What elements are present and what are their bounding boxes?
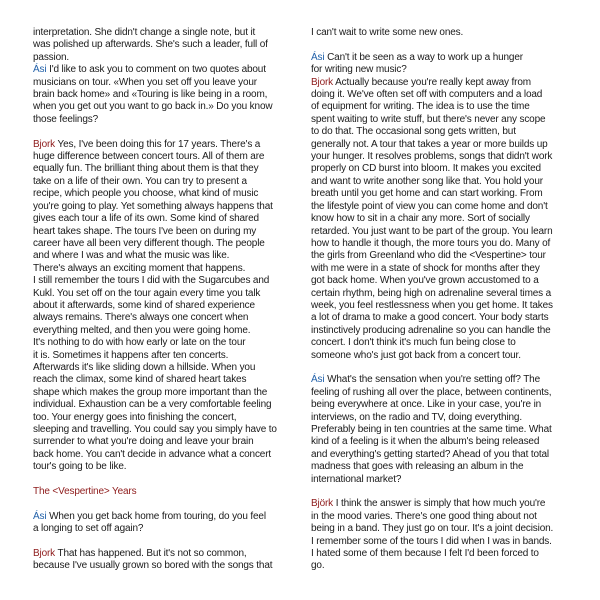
text-line xyxy=(33,52,295,64)
paragraph xyxy=(311,374,576,486)
line-text: always remains. There's always one concert when xyxy=(33,312,249,324)
text-line xyxy=(33,399,295,411)
line-text: of equipment for writing. The idea is to use the time xyxy=(311,101,530,113)
text-line xyxy=(311,474,576,486)
line-text: week, you feel restlessness when you get home. It takes xyxy=(311,299,553,311)
text-line xyxy=(33,201,295,213)
line-text: you're going to play. Yet something always happens that xyxy=(33,200,273,212)
text-line xyxy=(33,523,295,535)
line-text: heart takes shape. The tours I've been on during my xyxy=(33,225,257,237)
line-text: go. xyxy=(311,560,325,572)
line-text: doing it. We've often set off with computers and a load xyxy=(311,89,543,101)
blank-line xyxy=(33,474,295,486)
line-text: brain back home» and «Touring is like being in a room, xyxy=(33,89,268,101)
text-line xyxy=(311,548,576,560)
line-text: and want to write another song like that. You hold your xyxy=(311,175,543,187)
text-line xyxy=(311,188,576,200)
line-text: international market? xyxy=(311,473,402,485)
line-text: being everywhere at once. Like in your case, you're in xyxy=(311,399,542,411)
text-line xyxy=(311,77,576,89)
line-text: take on a life of their own. You can try to present a xyxy=(33,175,247,187)
text-line xyxy=(311,424,576,436)
line-text: a lot of drama to make a good concert. Your body starts xyxy=(311,312,549,324)
text-line xyxy=(33,560,295,572)
text-line xyxy=(311,139,576,151)
speaker-label: Bjork xyxy=(33,138,56,150)
text-line xyxy=(311,226,576,238)
text-line xyxy=(311,213,576,225)
paragraph xyxy=(311,27,576,39)
line-text: career have all been very different though. The people xyxy=(33,237,265,249)
line-text: retarded. You just want to be part of the group. You learn xyxy=(311,225,553,237)
text-line xyxy=(311,52,576,64)
line-text: being in a band. They just go on tour. It's a joint decision. xyxy=(311,523,554,535)
text-line xyxy=(33,312,295,324)
paragraph xyxy=(33,139,295,474)
text-line xyxy=(33,89,295,101)
line-text: spent waiting to write stuff, but there's never any scope xyxy=(311,113,546,125)
line-text: instinctively producing adrenaline so you can handle the xyxy=(311,324,551,336)
text-line xyxy=(311,350,576,362)
line-text: was polished up afterwards. She's such a leader, full of xyxy=(33,39,268,51)
line-text: Actually because you're really kept away from xyxy=(335,76,531,88)
line-text: your hunger. It resolves problems, songs that didn't work xyxy=(311,151,553,163)
line-text: I remember some of the tours I did when I was in bands. xyxy=(311,535,552,547)
line-text: I'd like to ask you to comment on two quotes about xyxy=(49,64,266,76)
line-text: a longing to set off again? xyxy=(33,523,144,535)
text-line xyxy=(33,325,295,337)
text-line xyxy=(33,188,295,200)
blank-line xyxy=(311,362,576,374)
text-line xyxy=(33,226,295,238)
text-line xyxy=(311,300,576,312)
text-line xyxy=(311,114,576,126)
line-text: to do that. The occasional song gets written, but xyxy=(311,126,516,138)
text-line xyxy=(311,436,576,448)
text-line xyxy=(33,288,295,300)
text-line xyxy=(33,64,295,76)
text-line xyxy=(311,523,576,535)
text-line xyxy=(33,213,295,225)
line-text: gives each tour a life of its own. Some kind of shared xyxy=(33,213,259,225)
text-line xyxy=(311,101,576,113)
text-line xyxy=(311,560,576,572)
blank-line xyxy=(33,126,295,138)
text-line xyxy=(33,412,295,424)
text-line xyxy=(33,436,295,448)
speaker-label: Ási xyxy=(311,374,325,386)
text-line xyxy=(33,350,295,362)
text-line xyxy=(33,27,295,39)
line-text: I think the answer is simply that how much you're xyxy=(335,498,546,510)
text-line xyxy=(33,176,295,188)
speaker-label: Björk xyxy=(311,498,334,510)
speaker-label: Ási xyxy=(311,51,325,63)
text-line xyxy=(311,263,576,275)
line-text: tour's going to be like. xyxy=(33,461,127,473)
line-text: passion. xyxy=(33,51,70,63)
text-line xyxy=(311,387,576,399)
text-line xyxy=(33,300,295,312)
line-text: That has happened. But it's not so common, xyxy=(57,548,247,560)
line-text: it is. Sometimes it happens after ten concerts. xyxy=(33,349,229,361)
line-text: everything melted, and then you were going home. xyxy=(33,324,251,336)
text-line xyxy=(33,337,295,349)
line-text: sleeping and travelling. You could say you simply have to xyxy=(33,424,277,435)
text-line xyxy=(33,511,295,523)
text-line xyxy=(311,461,576,473)
text-line xyxy=(33,139,295,151)
paragraph xyxy=(311,52,576,77)
line-text: madness that goes with releasing an album in the xyxy=(311,461,524,473)
blank-line xyxy=(311,486,576,498)
line-text: huge difference between concert tours. All of them are xyxy=(33,151,265,163)
text-line xyxy=(311,250,576,262)
text-line xyxy=(311,64,576,76)
section-heading: The <Vespertine> Years xyxy=(33,486,137,498)
text-line xyxy=(311,238,576,250)
line-text: I can't wait to write some new ones. xyxy=(311,27,464,38)
line-text: equally fun. The brilliant thing about them is that they xyxy=(33,163,259,175)
paragraph xyxy=(33,548,295,573)
text-line xyxy=(311,449,576,461)
line-text: breath until you get home and can start working. From xyxy=(311,188,543,200)
text-line xyxy=(311,511,576,523)
left-column xyxy=(33,27,295,573)
line-text: generally not. A tour that takes a year or more builds up xyxy=(311,138,548,150)
line-text: the lifestyle point of view you can come home and don't xyxy=(311,200,548,212)
line-text: shape which makes the group more important than the xyxy=(33,386,268,398)
text-line xyxy=(311,89,576,101)
line-text: There's always an exciting moment that happens. xyxy=(33,262,246,274)
text-line xyxy=(311,27,576,39)
text-line xyxy=(311,325,576,337)
text-line xyxy=(33,101,295,113)
text-line xyxy=(311,412,576,424)
text-line xyxy=(33,424,295,436)
line-text: reach the climax, some kind of shared heart takes xyxy=(33,374,247,386)
line-text: musicians on tour. «When you set off you leave your xyxy=(33,76,257,88)
paragraph xyxy=(311,77,576,362)
line-text: Preferably being in ten countries at the same time. What xyxy=(311,424,552,435)
text-line xyxy=(33,263,295,275)
line-text: concert. I don't think it's much fun being close to xyxy=(311,337,516,349)
speaker-label: Bjork xyxy=(311,76,334,88)
line-text: back home. You can't decide in advance what a concert xyxy=(33,448,272,460)
text-line xyxy=(311,399,576,411)
line-text: Yes, I've been doing this for 17 years. There's a xyxy=(57,138,261,150)
text-line xyxy=(33,362,295,374)
text-line xyxy=(33,449,295,461)
text-line xyxy=(33,275,295,287)
text-line xyxy=(311,126,576,138)
blank-line xyxy=(33,536,295,548)
text-line xyxy=(311,312,576,324)
text-line xyxy=(311,337,576,349)
line-text: how to handle it though, the more tours you do. Many of xyxy=(311,237,551,249)
line-text: and everything's getting started? Ahead of you that total xyxy=(311,448,549,460)
text-line xyxy=(33,151,295,163)
line-text: in the mood varies. There's one good thing about not xyxy=(311,510,537,522)
blank-line xyxy=(311,39,576,51)
text-line xyxy=(33,250,295,262)
text-line xyxy=(311,275,576,287)
line-text: feeling of rushing all over the place, between continents, xyxy=(311,386,552,398)
text-line xyxy=(33,548,295,560)
line-text: What's the sensation when you're setting off? The xyxy=(327,374,540,386)
text-line xyxy=(33,77,295,89)
line-text: and where I was and what the music was like. xyxy=(33,250,230,262)
line-text: Can't it be seen as a way to work up a hunger xyxy=(327,51,523,63)
line-text: kind of a feeling is it when the album's being released xyxy=(311,436,540,448)
text-line xyxy=(33,387,295,399)
speaker-label: Ási xyxy=(33,64,47,76)
text-line xyxy=(311,201,576,213)
line-text: properly on CD burst into bloom. It makes you excited xyxy=(311,163,541,175)
line-text: It's nothing to do with how early or late on the tour xyxy=(33,337,246,349)
text-line xyxy=(311,536,576,548)
text-line xyxy=(33,39,295,51)
blank-line xyxy=(33,498,295,510)
line-text: interviews, on the radio and TV, doing everything. xyxy=(311,411,522,423)
line-text: because I've usually grown so bored with the songs that xyxy=(33,560,273,572)
line-text: recipe, which people you choose, what kind of music xyxy=(33,188,259,200)
line-text: Kukl. You set off on the tour again every time you talk xyxy=(33,287,261,299)
line-text: interpretation. She didn't change a single note, but it xyxy=(33,27,256,38)
text-line xyxy=(33,374,295,386)
text-line xyxy=(311,151,576,163)
speaker-label: Ási xyxy=(33,510,47,522)
paragraph xyxy=(311,498,576,572)
line-text: with me were in a state of shock for months after they xyxy=(311,262,540,274)
paragraph xyxy=(33,64,295,126)
text-line xyxy=(33,238,295,250)
line-text: for writing new music? xyxy=(311,64,407,76)
line-text: Afterwards it's like sliding down a hillside. When you xyxy=(33,361,256,373)
line-text: when you get out you want to go back in.» Do you know xyxy=(33,101,273,113)
text-line xyxy=(33,114,295,126)
line-text: about it afterwards, some kind of shared experience xyxy=(33,299,255,311)
right-column xyxy=(311,27,576,573)
line-text: someone who's just got back from a concert tour. xyxy=(311,349,521,361)
line-text: those feelings? xyxy=(33,113,99,125)
line-text: surrender to what you're doing and leave your brain xyxy=(33,436,254,448)
speaker-label: Bjork xyxy=(33,548,56,560)
paragraph xyxy=(33,511,295,536)
line-text: When you get back home from touring, do you feel xyxy=(49,510,266,522)
line-text: individual. Exhaustion can be a very comfortable feeling xyxy=(33,399,272,411)
line-text: the girls from Greenland who did the <Vespertine> tour xyxy=(311,250,546,262)
text-line xyxy=(311,498,576,510)
line-text: got back home. When you've grown accustomed to a xyxy=(311,275,539,287)
paragraph xyxy=(33,27,295,64)
line-text: I hated some of them because I felt I'd been forced to xyxy=(311,548,539,560)
line-text: know how to sit in a chair any more. Sort of socially xyxy=(311,213,530,225)
text-line xyxy=(33,461,295,473)
text-line xyxy=(33,163,295,175)
text-line xyxy=(311,176,576,188)
text-line xyxy=(311,163,576,175)
line-text: I still remember the tours I did with the Sugarcubes and xyxy=(33,275,270,287)
text-line xyxy=(311,288,576,300)
line-text: certain rhythm, being high on adrenaline several times a xyxy=(311,287,552,299)
line-text: too. Your energy goes into finishing the concert, xyxy=(33,411,237,423)
text-line xyxy=(311,374,576,386)
